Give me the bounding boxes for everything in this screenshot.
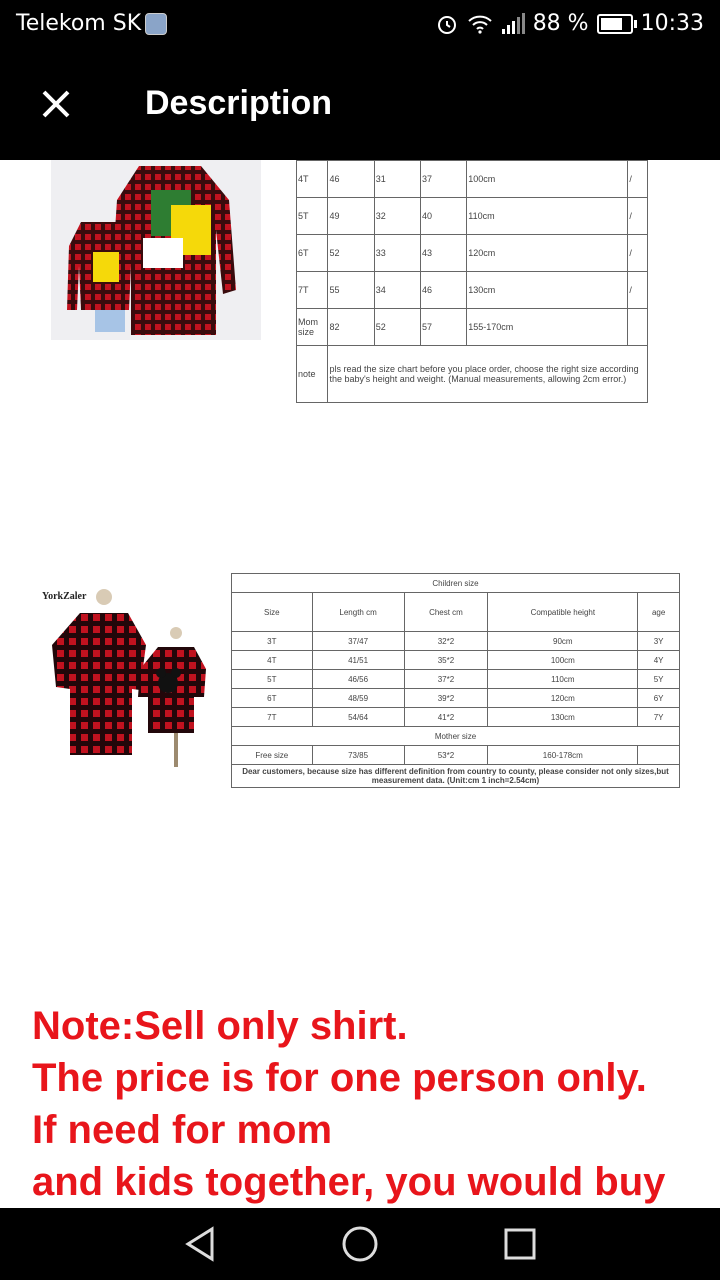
table-cell: 37 [421,161,467,198]
table-cell: 53*2 [404,746,488,765]
clock: 10:33 [640,11,704,36]
table-cell: 43 [421,235,467,272]
table-cell: note [297,346,328,403]
back-triangle-icon [184,1226,216,1262]
close-icon [41,89,71,119]
size-table-1 [296,160,648,403]
column-header: Compatible height [488,593,638,632]
table-cell: 33 [374,235,420,272]
table-cell: Mom size [297,309,328,346]
table-cell: 6T [232,689,313,708]
table-cell: 7Y [638,708,680,727]
table-cell: 7T [297,272,328,309]
table-header-row [232,593,680,632]
table-cell: 49 [328,198,374,235]
table-cell: 41*2 [404,708,488,727]
table-cell: 120cm [467,235,628,272]
table-row [232,651,680,670]
table-cell: 31 [374,161,420,198]
table-cell: 37*2 [404,670,488,689]
table-cell: / [628,272,648,309]
table-cell: 46 [421,272,467,309]
table-cell: 130cm [488,708,638,727]
status-bar [0,0,720,52]
table-cell: 39*2 [404,689,488,708]
column-header: age [638,593,680,632]
column-header: Size [232,593,313,632]
table-cell: 160-178cm [488,746,638,765]
table-cell: 100cm [488,651,638,670]
table-cell: 46/56 [312,670,404,689]
table-row [232,708,680,727]
column-header: Chest cm [404,593,488,632]
table-row [232,765,680,788]
table-cell: 5T [232,670,313,689]
table-cell: 5Y [638,670,680,689]
table-row [297,346,648,403]
carrier-shield-icon [145,13,167,35]
table-cell: pls read the size chart before you place order, choose the right size according the baby's height and weight. (Manual measurements, allowing 2cm error.) [328,346,648,403]
table-cell: 40 [421,198,467,235]
table-cell: 32*2 [404,632,488,651]
table-row [232,574,680,593]
alarm-icon [435,12,459,36]
table-cell: 120cm [488,689,638,708]
table-cell: 110cm [467,198,628,235]
recents-button[interactable] [498,1222,542,1266]
table-cell: 32 [374,198,420,235]
table-cell: 3Y [638,632,680,651]
table-cell: 35*2 [404,651,488,670]
battery-percent: 88 % [532,11,589,36]
signal-icon [501,13,525,35]
note-line: The price is for one person only. [32,1056,647,1100]
home-button[interactable] [338,1222,382,1266]
table-cell: / [628,198,648,235]
table-cell: 41/51 [312,651,404,670]
table-title: Mother size [232,727,680,746]
table-cell: 130cm [467,272,628,309]
table-row [232,727,680,746]
app-bar [0,52,720,160]
table-cell: Free size [232,746,313,765]
table-cell: 90cm [488,632,638,651]
table-cell: 48/59 [312,689,404,708]
table-cell: 82 [328,309,374,346]
size-table-2 [231,573,680,788]
recents-square-icon [503,1227,537,1261]
note-line: Note:Sell only shirt. [32,1004,408,1048]
note-text [32,1000,665,1208]
table-cell: / [628,235,648,272]
table-row [232,670,680,689]
brand-logo: YorkZaler [42,591,87,602]
table-cell: 52 [374,309,420,346]
note-line: and kids together, you would buy [32,1160,666,1204]
table-row [232,632,680,651]
close-button[interactable] [32,80,80,128]
description-content[interactable] [0,160,720,1208]
table-row [232,746,680,765]
table-cell: 57 [421,309,467,346]
product-image-1 [51,160,261,340]
table-cell: 4T [232,651,313,670]
battery-fill [601,18,622,30]
table-row [297,161,648,198]
table-cell [638,746,680,765]
table-cell: 110cm [488,670,638,689]
table-cell: 5T [297,198,328,235]
table-row [297,198,648,235]
table-cell: 6Y [638,689,680,708]
note-line: If need for mom [32,1108,333,1152]
table-cell: / [628,161,648,198]
table-title: Children size [232,574,680,593]
table-cell: 4Y [638,651,680,670]
plaid-shirts-illustration [40,585,216,780]
table-cell: 54/64 [312,708,404,727]
table-row [297,235,648,272]
table-footer: Dear customers, because size has different definition from country to county, please consider not only sizes,but measurement data. (Unit:cm 1 inch=2.54cm) [232,765,680,788]
table-row [232,689,680,708]
product-image-2 [40,585,216,780]
table-cell: 34 [374,272,420,309]
wifi-icon [467,13,493,35]
battery-icon [597,14,633,34]
table-cell [628,309,648,346]
table-cell: 52 [328,235,374,272]
table-cell: 155-170cm [467,309,628,346]
table-row [297,309,648,346]
table-cell: 55 [328,272,374,309]
table-cell: 100cm [467,161,628,198]
table-cell: 7T [232,708,313,727]
page-title: Description [145,84,333,122]
column-header: Length cm [312,593,404,632]
table-cell: 3T [232,632,313,651]
carrier-name: Telekom SK [16,11,142,36]
back-button[interactable] [178,1222,222,1266]
navigation-bar [0,1208,720,1280]
table-cell: 4T [297,161,328,198]
home-circle-icon [341,1225,379,1263]
table-cell: 37/47 [312,632,404,651]
table-cell: 73/85 [312,746,404,765]
table-cell: 6T [297,235,328,272]
shirts-illustration [51,160,261,340]
table-row [297,272,648,309]
table-cell: 46 [328,161,374,198]
